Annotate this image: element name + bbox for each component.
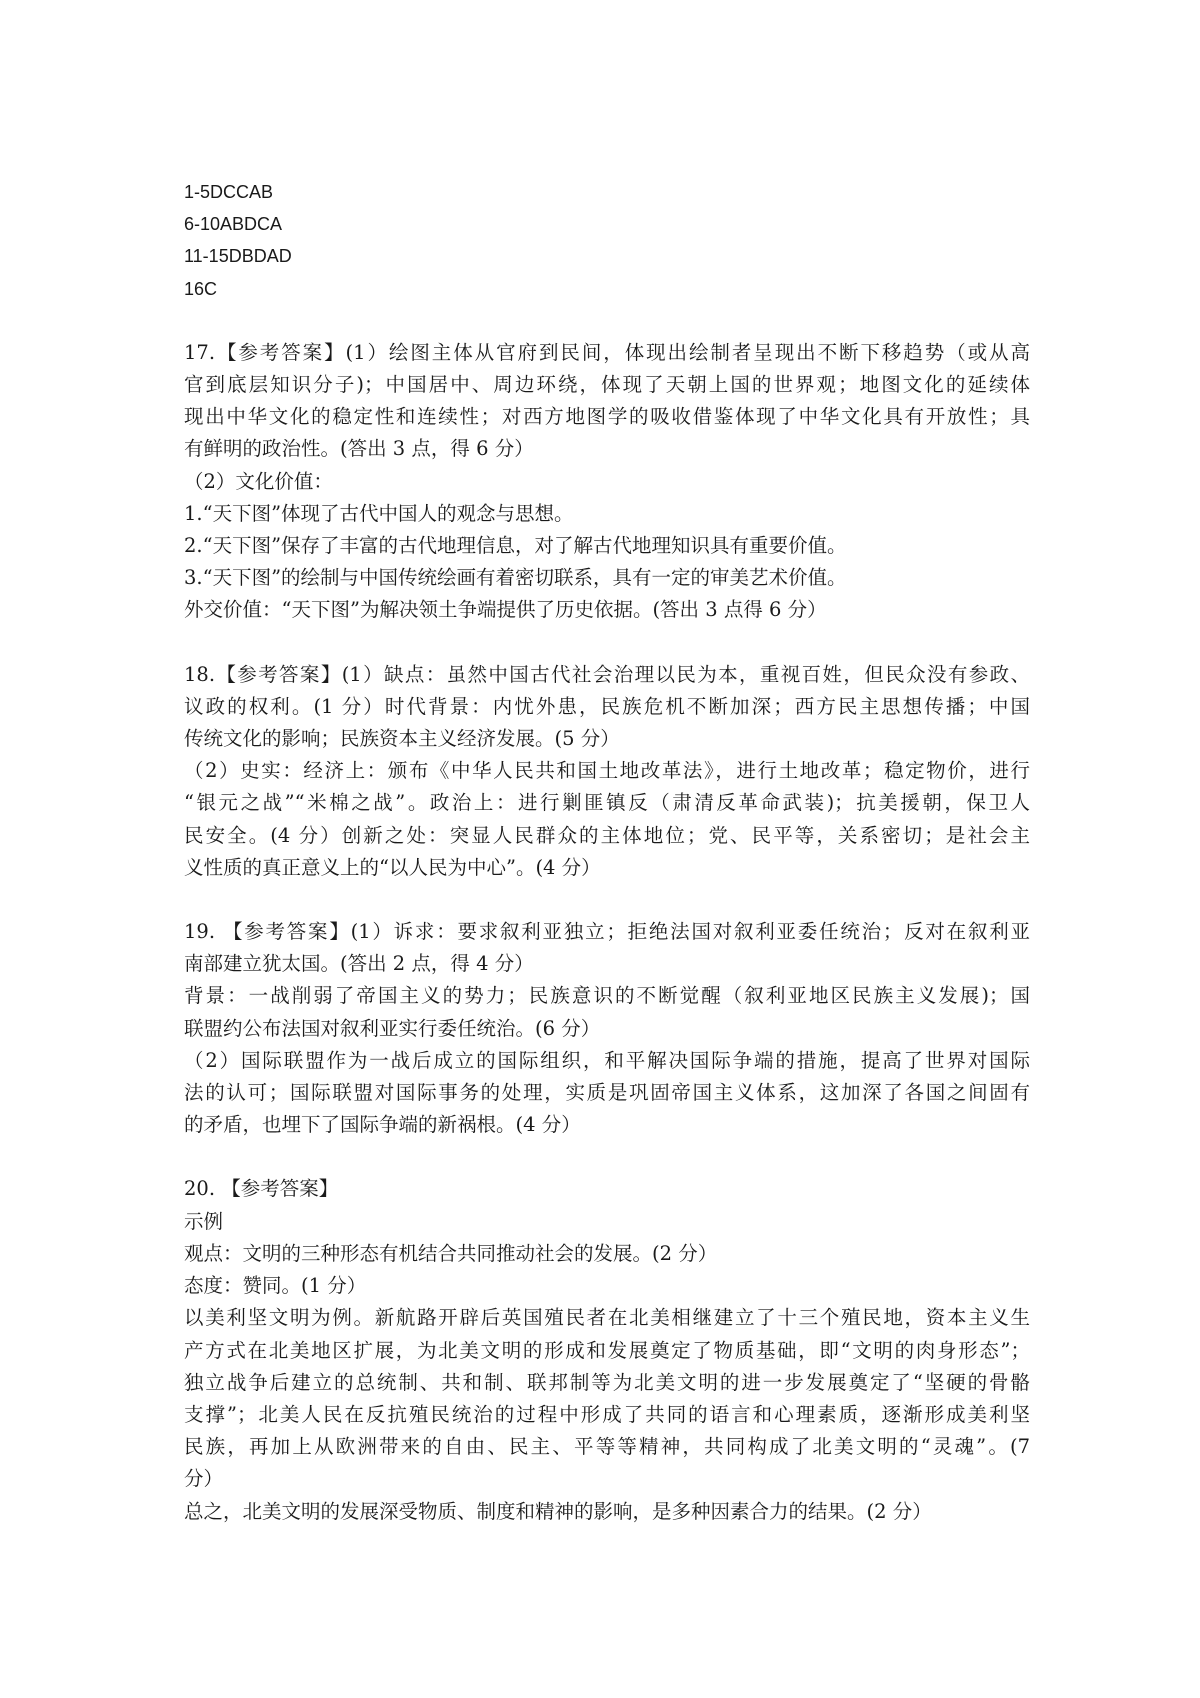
q18-line: （2）史实：经济上：颁布《中华人民共和国土地改革法》，进行土地改革；稳定物价，进行 (184, 759, 1030, 783)
mc-answer-1-5: 1-5DCCAB (184, 182, 274, 202)
q20-line: 独立战争后建立的总统制、共和制、联邦制等为北美文明的进一步发展奠定了“坚硬的骨骼 (184, 1370, 1030, 1394)
q18-line: 议政的权利。(1 分）时代背景：内忧外患，民族危机不断加深；西方民主思想传播；中国 (184, 694, 1030, 718)
q17-line: （2）文化价值： (184, 469, 333, 493)
section-gap (184, 305, 1030, 337)
mc-answer-16: 16C (184, 278, 218, 299)
q18-line: 民安全。(4 分）创新之处：突显人民群众的主体地位；党、民平等，关系密切；是社会主 (184, 823, 1030, 847)
question-17-answer (184, 337, 1030, 627)
q19-line: 的矛盾，也埋下了国际争端的新祸根。(4 分） (184, 1113, 581, 1137)
q20-line: 分） (184, 1467, 224, 1491)
q20-line: 态度：赞同。(1 分） (184, 1274, 367, 1298)
question-20-answer (184, 1173, 1030, 1527)
mc-answer-6-10: 6-10ABDCA (184, 214, 283, 235)
q18-line: 传统文化的影响；民族资本主义经济发展。(5 分） (184, 727, 620, 751)
q19-line: 背景：一战削弱了帝国主义的势力；民族意识的不断觉醒（叙利亚地区民族主义发展)；国 (184, 984, 1030, 1008)
q19-line: 南部建立犹太国。(答出 2 点，得 4 分） (184, 952, 534, 976)
section-gap (184, 627, 1030, 659)
q18-line: 义性质的真正意义上的“以人民为中心”。(4 分） (184, 855, 601, 879)
q17-line: 1.“天下图”体现了古代中国人的观念与思想。 (184, 501, 574, 525)
question-18-answer (184, 659, 1030, 884)
q19-line: 19. 【参考答案】(1）诉求：要求叙利亚独立；拒绝法国对叙利亚委任统治；反对在叙利亚 (184, 920, 1030, 944)
q20-line: 示例 (184, 1209, 224, 1233)
answer-sheet (184, 176, 1030, 1528)
question-19-answer (184, 916, 1030, 1141)
q17-line: 外交价值：“天下图”为解决领土争端提供了历史依据。(答出 3 点得 6 分） (184, 598, 827, 622)
mc-answer-11-15: 11-15DBDAD (184, 246, 292, 267)
q19-line: 联盟约公布法国对叙利亚实行委任统治。(6 分） (184, 1016, 601, 1040)
q20-line: 以美利坚文明为例。新航路开辟后英国殖民者在北美相继建立了十三个殖民地，资本主义生 (184, 1306, 1030, 1330)
q20-line: 产方式在北美地区扩展，为北美文明的形成和发展奠定了物质基础，即“文明的肉身形态”； (184, 1338, 1030, 1362)
multiple-choice-answers (184, 176, 1030, 305)
section-gap (184, 1141, 1030, 1173)
q20-line: 民族，再加上从欧洲带来的自由、民主、平等等精神，共同构成了北美文明的“灵魂”。(7 (184, 1435, 1030, 1459)
q20-line: 观点：文明的三种形态有机结合共同推动社会的发展。(2 分） (184, 1241, 718, 1265)
q19-line: （2）国际联盟作为一战后成立的国际组织，和平解决国际争端的措施，提高了世界对国际 (184, 1048, 1030, 1072)
q20-line: 支撑”；北美人民在反抗殖民统治的过程中形成了共同的语言和心理素质，逐渐形成美利坚 (184, 1402, 1030, 1426)
q20-line: 总之，北美文明的发展深受物质、制度和精神的影响，是多种因素合力的结果。(2 分） (184, 1499, 932, 1523)
q18-line: “银元之战”“米棉之战”。政治上：进行剿匪镇反（肃清反革命武装)；抗美援朝，保卫人 (184, 791, 1030, 815)
q17-line: 有鲜明的政治性。(答出 3 点，得 6 分） (184, 437, 534, 461)
q17-line: 官到底层知识分子)；中国居中、周边环绕，体现了天朝上国的世界观；地图文化的延续体 (184, 373, 1030, 397)
q17-line: 17.【参考答案】(1）绘图主体从官府到民间，体现出绘制者呈现出不断下移趋势（或从高 (184, 340, 1030, 364)
q17-line: 现出中华文化的稳定性和连续性；对西方地图学的吸收借鉴体现了中华文化具有开放性；具 (184, 405, 1030, 429)
q20-line: 20. 【参考答案】 (184, 1177, 339, 1201)
q17-line: 3.“天下图”的绘制与中国传统绘画有着密切联系，具有一定的审美艺术价值。 (184, 566, 847, 590)
q19-line: 法的认可；国际联盟对国际事务的处理，实质是巩固帝国主义体系，这加深了各国之间固有 (184, 1081, 1030, 1105)
q18-line: 18.【参考答案】(1）缺点：虽然中国古代社会治理以民为本，重视百姓，但民众没有参政、 (184, 662, 1030, 686)
section-gap (184, 884, 1030, 916)
q17-line: 2.“天下图”保存了丰富的古代地理信息，对了解古代地理知识具有重要价值。 (184, 534, 847, 558)
